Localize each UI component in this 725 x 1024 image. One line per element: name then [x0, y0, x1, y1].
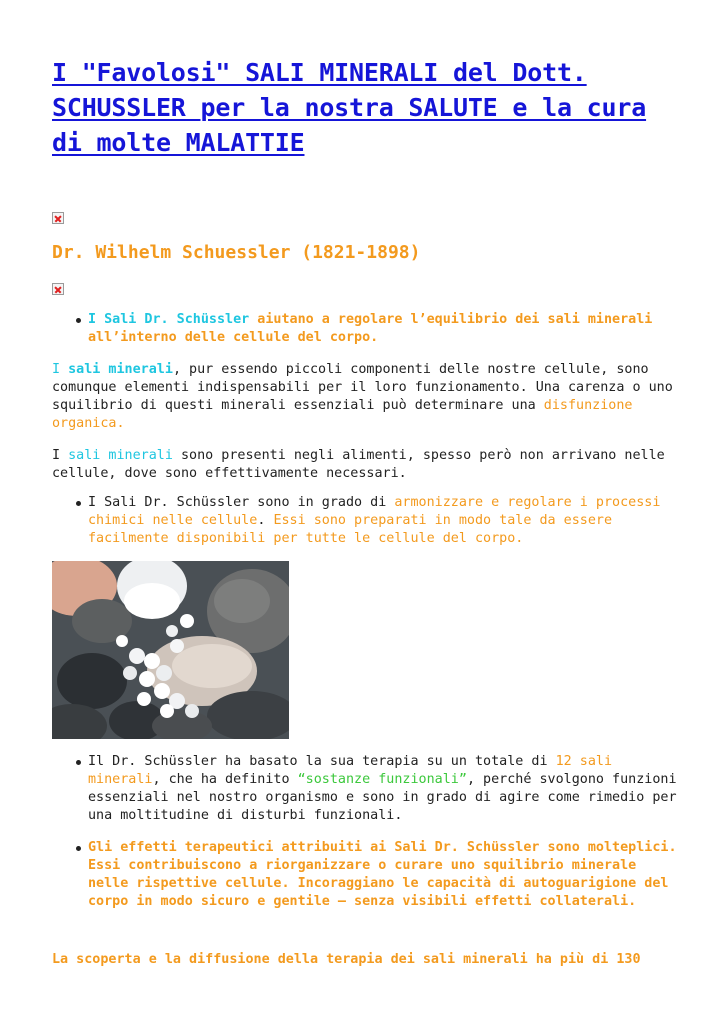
- list-item: Gli effetti terapeutici attribuiti ai Sali Dr. Schüssler sono molteplici. Essi contribuiscono a riorganizzare o curare uno squilibrio minerale nelle rispettive cellule. Incoraggiano le capacità di autoguarigione del corpo in modo sicuro e gentile – senza visibili effetti collaterali.: [52, 839, 677, 911]
- highlight-text: sali minerali: [68, 448, 173, 463]
- paragraph: La scoperta e la diffusione della terapia dei sali minerali ha più di 130: [52, 952, 641, 967]
- paragraph-text: I: [52, 448, 69, 463]
- highlight-text: “sostanze funzionali”: [297, 772, 467, 787]
- highlight-text: disfunzione organica.: [52, 398, 633, 431]
- list-item: [52, 311, 677, 347]
- highlight-text: 12 sali minerali: [88, 754, 613, 787]
- list-item-text: Il Dr. Schüssler ha basato la sua terapia su un totale di: [88, 754, 556, 769]
- broken-image-icon: [52, 212, 64, 224]
- list-item-text: , perché svolgono funzioni essenziali nel nostro organismo e sono in grado di agire come rimedio per una moltitudine di disturbi funzionali.: [88, 772, 677, 823]
- list-item-text: I Sali Dr. Schüssler sono in grado di: [88, 495, 395, 510]
- paragraph: [52, 447, 677, 483]
- highlight-text: I: [52, 362, 69, 377]
- list-item-text: .: [257, 513, 274, 528]
- bullet-list-1: [52, 311, 677, 347]
- list-item-text: aiutano a regolare l’equilibrio dei sali minerali all’interno delle cellule del corpo.: [88, 312, 653, 345]
- subtitle: Dr. Wilhelm Schuessler (1821-1898): [52, 242, 421, 263]
- list-item: [52, 494, 677, 548]
- list-item-text: , che ha definito: [152, 772, 298, 787]
- bullet-list-2: [52, 494, 677, 548]
- pills-and-stones-photo: [52, 561, 289, 739]
- bullet-list-3: [52, 753, 677, 911]
- highlight-text: sali minerali: [68, 362, 173, 377]
- paragraph: [52, 361, 677, 433]
- paragraph-text: sono presenti negli alimenti, spesso però non arrivano nelle cellule, dove sono effettivamente necessari.: [52, 448, 665, 481]
- page-title-link[interactable]: I "Favolosi" SALI MINERALI del Dott. SCHUSSLER per la nostra SALUTE e la cura di molte MALATTIE: [52, 58, 647, 157]
- photo-illustration: [52, 561, 289, 739]
- paragraph-text: , pur essendo piccoli componenti delle nostre cellule, sono comunque elementi indispensabili per il loro funzionamento. Una carenza o uno squilibrio di questi minerali essenziali può determinare una: [52, 362, 673, 413]
- list-item: [52, 753, 677, 825]
- broken-image-icon: [52, 283, 64, 295]
- highlight-text: Essi sono preparati in modo tale da essere facilmente disponibili per tutte le cellule del corpo.: [88, 513, 613, 546]
- highlight-text: armonizzare e regolare i processi chimici nelle cellule: [88, 495, 661, 528]
- highlight-text: I Sali Dr. Schüssler: [88, 312, 250, 327]
